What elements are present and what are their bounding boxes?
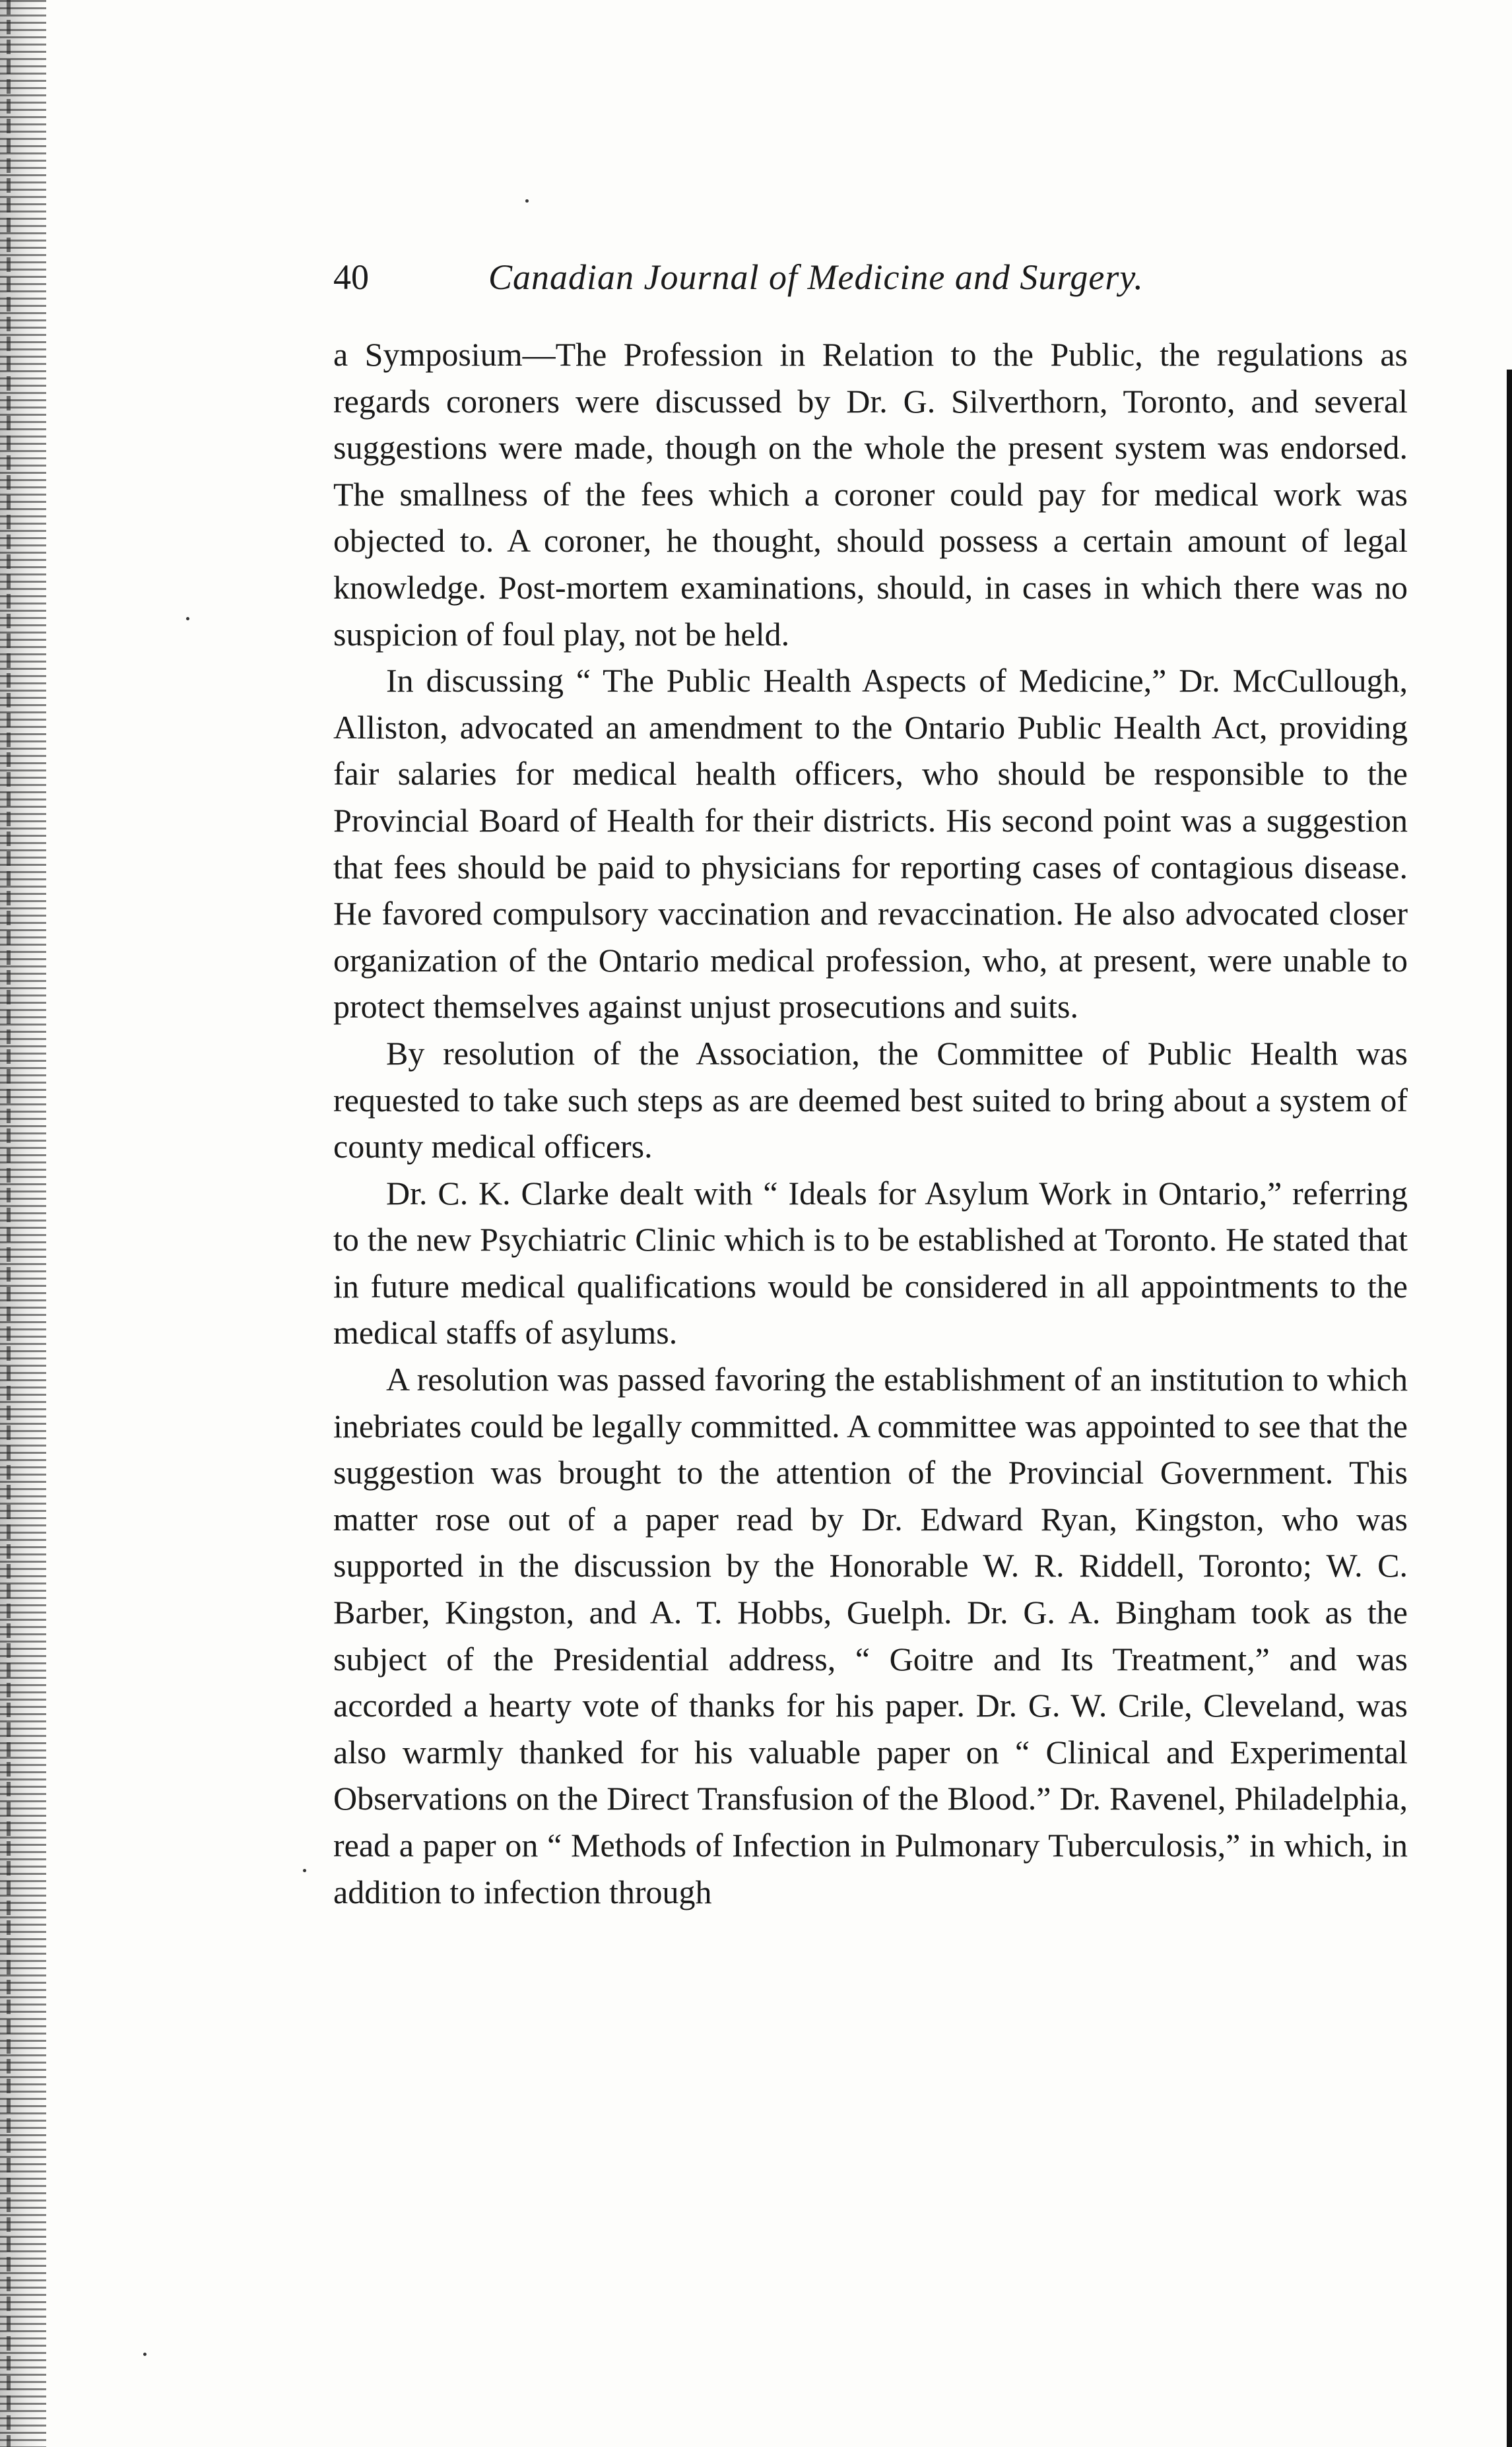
paragraph: Dr. C. K. Clarke dealt with “ Ideals for Asylum Work in Ontario,” referring to the new Psychiatric Clinic which is to be established at Toronto. He stated that in future medical qualifications would be considered in all appointments to the medical staffs of asylums. — [333, 1174, 1408, 1352]
paragraph: A resolution was passed favoring the establishment of an institution to which inebriates could be legally committed. A committee was appointed to see that the suggestion was brought to the attention of the Provincial Government. This matter rose out of a paper read by Dr. Edward Ryan, Kingston, who was supported in the discussion by the Honorable W. R. Riddell, Toronto; W. C. Barber, Kingston, and A. T. Hobbs, Guelph. Dr. G. A. Bingham took as the subject of the Presidential address, “ Goitre and Its Treatment,” and was accorded a hearty vote of thanks for his paper. Dr. G. W. Crile, Cleveland, was also warmly thanked for his valuable paper on “ Clinical and Experimental Observations on the Direct Transfusion of the Blood.” Dr. Ravenel, Philadelphia, read a paper on “ Methods of Infection in Pulmonary Tuberculosis,” in which, in addition to infection through — [333, 1361, 1408, 1910]
paragraph: a Symposium—The Profession in Relation to the Public, the regulations as regards coroners were discussed by Dr. G. Silverthorn, Toronto, and several suggestions were made, though on the whole the present system was endorsed. The smallness of the fees which a coroner could pay for medical work was objected to. A coroner, he thought, should possess a certain amount of legal knowledge. Post-mortem examinations, should, in cases in which there was no suspicion of foul play, not be held. — [333, 336, 1408, 653]
journal-title: Canadian Journal of Medicine and Surgery. — [488, 257, 1144, 297]
stray-ink-mark — [525, 199, 529, 203]
stray-ink-mark — [143, 2353, 147, 2356]
scan-binding-edge — [0, 0, 46, 2447]
running-head — [333, 251, 1408, 304]
paragraph: By resolution of the Association, the Committee of Public Health was requested to take such steps as are deemed best suited to bring about a system of county medical officers. — [333, 1034, 1408, 1165]
stray-ink-mark — [303, 1869, 306, 1872]
stray-ink-mark — [186, 617, 189, 620]
article-body — [333, 331, 1408, 1915]
paragraph: In discussing “ The Public Health Aspects of Medicine,” Dr. McCullough, Alliston, advocated an amendment to the Ontario Public Health Act, providing fair salaries for medical health officers, who should be responsible to the Provincial Board of Health for their districts. His second point was a suggestion that fees should be paid to physicians for reporting cases of contagious disease. He favored compulsory vaccination and revaccination. He also advocated closer organization of the Ontario medical profession, who, at present, were unable to protect themselves against unjust prosecutions and suits. — [333, 662, 1408, 1026]
scan-right-edge — [1507, 370, 1512, 2447]
page-number: 40 — [333, 257, 369, 297]
book-page — [333, 251, 1408, 1915]
